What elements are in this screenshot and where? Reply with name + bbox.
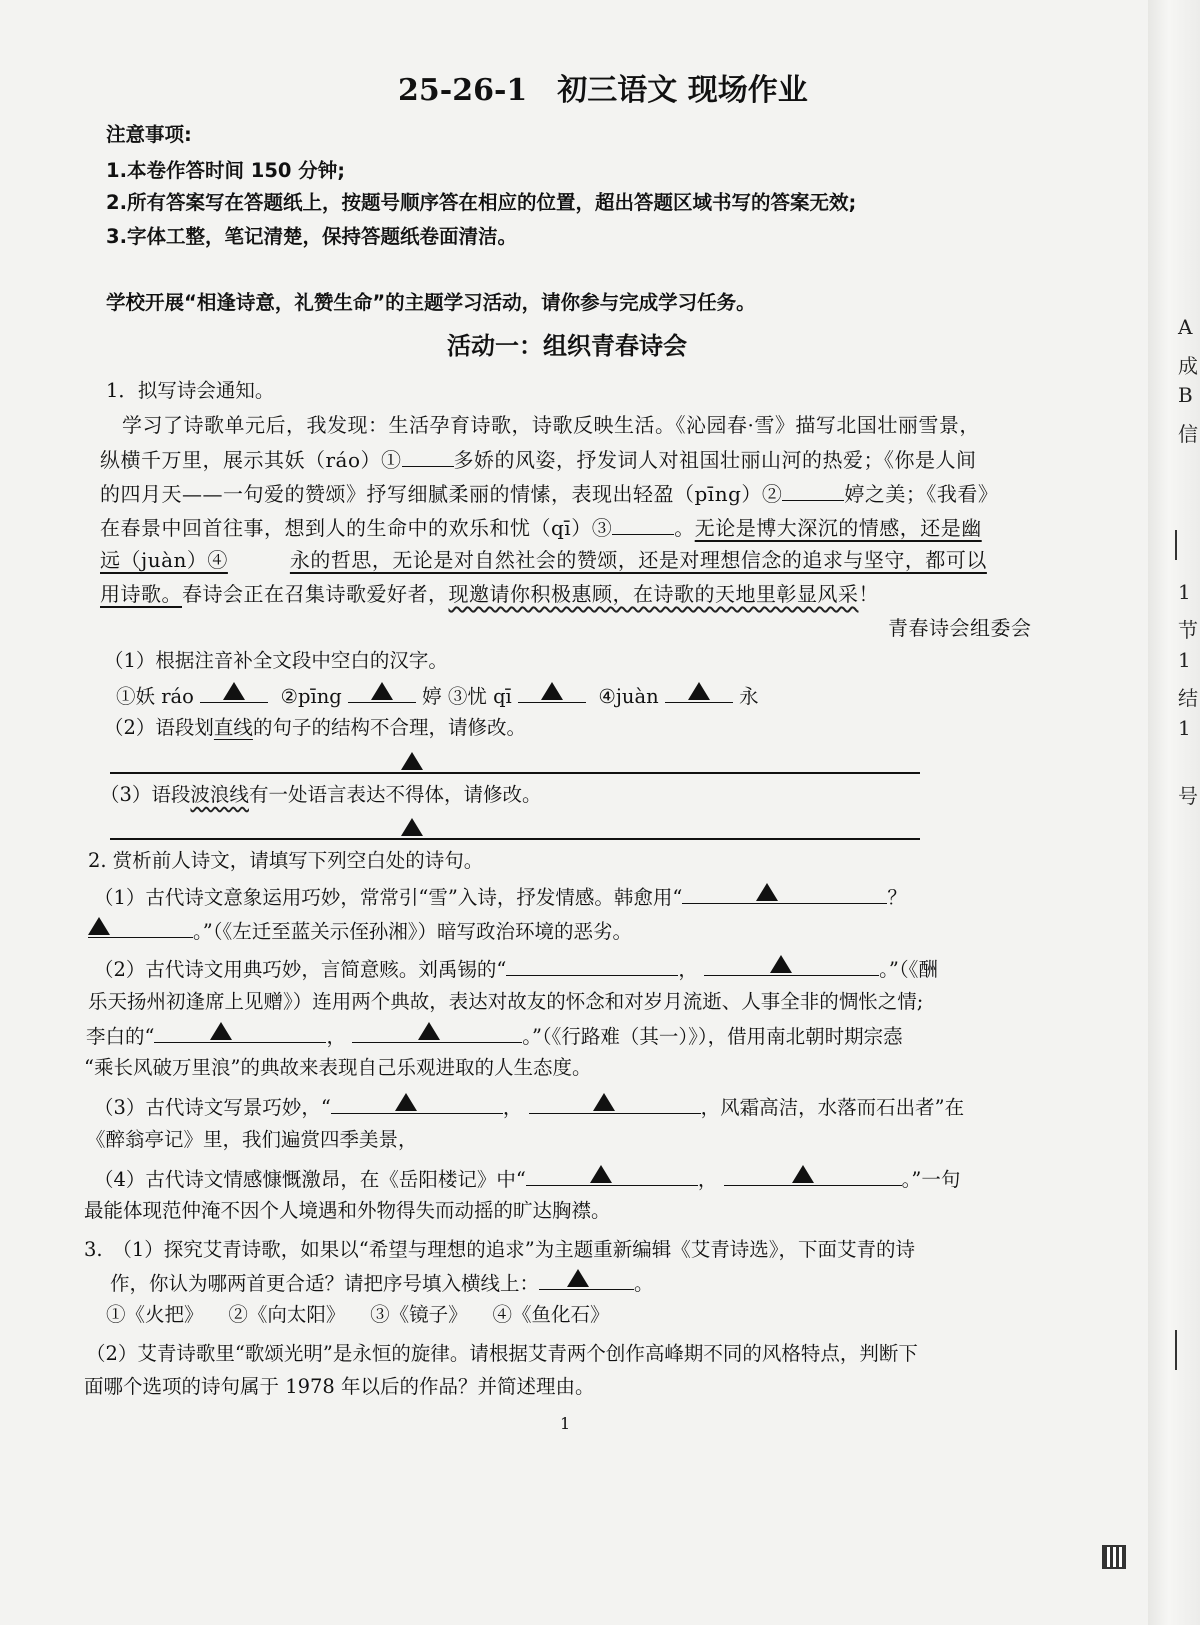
option-item: ③《镜子》 [370, 1303, 468, 1326]
passage-text: 春诗会正在召集诗歌爱好者， [182, 582, 449, 606]
pinyin-prompt: ①妖 ráo [116, 685, 194, 708]
triangle-marker-icon [593, 1093, 615, 1111]
intro-text: 学校开展“相逢诗意，礼赞生命”的主题学习活动，请你参与完成学习任务。 [106, 291, 756, 314]
triangle-marker-icon [223, 682, 245, 700]
answer-blank[interactable] [348, 682, 416, 703]
q2-text: ， [697, 1168, 718, 1191]
q1-stem: 1．拟写诗会通知。 [106, 379, 275, 402]
answer-line[interactable] [110, 772, 920, 774]
answer-line[interactable] [110, 838, 920, 840]
triangle-marker-icon [770, 955, 792, 973]
triangle-marker-icon [401, 752, 423, 770]
passage-line [100, 446, 977, 473]
q2-stem: 2. 赏析前人诗文，请填写下列空白处的诗句。 [88, 849, 484, 872]
passage-text: 在春景中回首往事，想到人的生命中的欢乐和忧（qī）③ [100, 516, 613, 540]
passage-blank [228, 547, 290, 573]
passage-blank [782, 480, 844, 501]
q1-sub1: （1）根据注音补全文段中空白的汉字。 [104, 649, 448, 672]
adjacent-page-edge [1148, 0, 1200, 1625]
q1-sub2 [104, 715, 526, 741]
answer-blank[interactable] [352, 1022, 522, 1043]
q2-line: 最能体现范仲淹不因个人境遇和外物得失而动摇的旷达胸襟。 [84, 1199, 611, 1222]
q2-text: ，风霜高洁，水落而石出者”在 [700, 1096, 965, 1119]
q3-line [110, 1269, 654, 1297]
sub2-marked: 直线 [213, 716, 253, 739]
triangle-marker-icon [541, 682, 563, 700]
answer-blank[interactable] [88, 917, 193, 938]
triangle-marker-icon [401, 818, 423, 836]
pinyin-prompt: ④juàn [598, 685, 659, 708]
triangle-marker-icon [418, 1022, 440, 1040]
signature: 青春诗会组委会 [888, 616, 1032, 640]
q2-line [88, 917, 632, 945]
answer-blank[interactable] [539, 1269, 634, 1290]
q2-line [94, 883, 907, 911]
exam-title: 25-26-1 初三语文 现场作业 [398, 73, 808, 108]
passage-text: 多娇的风姿，抒发词人对祖国壮丽山河的热爱；《你是人间 [453, 448, 977, 472]
note-item: 1.本卷作答时间 150 分钟; [106, 159, 346, 182]
answer-blank[interactable] [331, 1093, 503, 1114]
q2-text: （4）古代诗文情感慷慨激昂，在《岳阳楼记》中“ [94, 1168, 526, 1191]
pinyin-prompt: 永 [739, 685, 759, 708]
q3-line: 3. （1）探究艾青诗歌，如果以“希望与理想的追求”为主题重新编辑《艾青诗选》，下面艾青的诗 [84, 1238, 915, 1261]
answer-blank[interactable] [724, 1165, 902, 1186]
q2-text: ， [326, 1025, 346, 1048]
edge-char: 节 [1178, 618, 1198, 642]
passage-text: 。 [674, 516, 695, 540]
passage-line: 学习了诗歌单元后，我发现：生活孕育诗歌，诗歌反映生活。《沁园春·雪》描写北国壮丽雪景， [122, 413, 980, 437]
triangle-marker-icon [210, 1022, 232, 1040]
triangle-marker-icon [395, 1093, 417, 1111]
answer-blank[interactable] [704, 955, 879, 976]
sub2-text: 的句子的结构不合理，请修改。 [252, 716, 526, 739]
note-item: 2.所有答案写在答题纸上，按题号顺序答在相应的位置，超出答题区域书写的答案无效; [106, 191, 857, 214]
q2-text: 李白的“ [86, 1025, 155, 1048]
triangle-marker-icon [88, 917, 110, 935]
edge-rule [1175, 1330, 1177, 1370]
edge-char: A [1178, 315, 1193, 339]
q1-sub1-blanks [116, 682, 759, 710]
q2-text: 。”（《酬 [879, 958, 938, 981]
q2-text: （2）古代诗文用典巧妙，言简意赅。刘禹锡的“ [94, 958, 507, 981]
edge-char: 1 [1178, 580, 1191, 604]
triangle-marker-icon [567, 1269, 589, 1287]
answer-blank[interactable] [518, 682, 586, 703]
q2-text: （1）古代诗文意象运用巧妙，常常引“雪”入诗，抒发情感。韩愈用“ [94, 886, 683, 909]
q2-line [94, 1165, 960, 1193]
passage-line [100, 547, 987, 573]
q2-text: 。”一句 [901, 1168, 961, 1191]
sub2-text: （2）语段划 [104, 716, 214, 739]
triangle-marker-icon [756, 883, 778, 901]
qr-code-icon [1102, 1545, 1126, 1569]
sub3-text: 有一处语言表达不得体，请修改。 [248, 783, 542, 806]
note-item: 3.字体工整，笔记清楚，保持答题纸卷面清洁。 [106, 225, 517, 248]
option-item: ④《鱼化石》 [492, 1303, 610, 1326]
edge-char: B [1178, 383, 1193, 407]
q2-text: ， [502, 1096, 523, 1119]
underlined-sentence: 远（juàn）④ [100, 548, 228, 572]
q2-text: ？ [887, 886, 907, 909]
answer-blank[interactable] [154, 1022, 326, 1043]
q2-line [86, 1022, 903, 1050]
underlined-sentence: 永的哲思，无论是对自然社会的赞颂，还是对理想信念的追求与坚守，都可以 [289, 548, 987, 572]
q1-sub3 [100, 782, 541, 808]
answer-blank[interactable] [529, 1093, 701, 1114]
triangle-marker-icon [688, 682, 710, 700]
passage-line [100, 480, 998, 507]
triangle-marker-icon [590, 1165, 612, 1183]
answer-blank[interactable] [526, 1165, 698, 1186]
passage-text: 的四月天——一句爱的赞颂》抒写细腻柔丽的情愫，表现出轻盈（pīng）② [100, 482, 783, 506]
q3-line: （2）艾青诗歌里“歌颂光明”是永恒的旋律。请根据艾青两个创作高峰期不同的风格特点，判断下 [86, 1342, 918, 1365]
wavy-sentence: 现邀请你积极惠顾，在诗歌的天地里彰显风采 [448, 582, 859, 606]
answer-blank[interactable] [665, 682, 733, 703]
triangle-marker-icon [371, 682, 393, 700]
edge-char: 成 [1178, 354, 1198, 378]
q2-text: 。”（《左迁至蓝关示侄孙湘》）暗写政治环境的恶劣。 [193, 920, 632, 943]
passage-text: 纵横千万里，展示其妖（ráo）① [100, 448, 402, 472]
q3-text: 作，你认为哪两首更合适？请把序号填入横线上： [110, 1272, 540, 1295]
q3-text: 。 [634, 1272, 654, 1295]
edge-char: 1 [1178, 716, 1191, 740]
passage-blank [612, 514, 674, 535]
sub3-text: （3）语段 [100, 783, 191, 806]
pinyin-prompt: 婷 [422, 685, 442, 708]
answer-blank[interactable] [200, 682, 268, 703]
answer-blank[interactable] [682, 883, 887, 904]
pinyin-prompt: ③忧 qī [447, 685, 512, 708]
q3-options [106, 1302, 609, 1328]
notes-heading: 注意事项: [106, 123, 192, 146]
q2-line [94, 955, 938, 983]
passage-line [100, 514, 982, 541]
triangle-marker-icon [792, 1165, 814, 1183]
passage-text: 婷之美；《我看》 [844, 482, 999, 506]
underlined-sentence: 用诗歌。 [100, 582, 182, 606]
pinyin-prompt: ②pīng [280, 685, 342, 708]
q2-text: 。”（《行路难（其一）》），借用南北朝时期宗悫 [522, 1025, 903, 1048]
option-item: ①《火把》 [106, 1303, 204, 1326]
edge-char: 1 [1178, 648, 1191, 672]
activity-heading: 活动一：组织青春诗会 [447, 332, 687, 360]
q2-text: ， [678, 958, 698, 981]
answer-blank[interactable] [506, 955, 678, 976]
edge-char: 号 [1178, 784, 1198, 808]
q2-line [94, 1093, 964, 1121]
page-number: 1 [560, 1414, 571, 1433]
edge-char: 结 [1178, 686, 1198, 710]
q2-line: 《醉翁亭记》里，我们遍赏四季美景， [86, 1128, 418, 1151]
underlined-sentence: 无论是博大深沉的情感，还是幽 [694, 516, 982, 540]
option-item: ②《向太阳》 [228, 1303, 346, 1326]
q2-line: “乘长风破万里浪”的典故来表现自己乐观进取的人生态度。 [84, 1056, 592, 1079]
q2-text: （3）古代诗文写景巧妙，“ [94, 1096, 331, 1119]
edge-char: 信 [1178, 422, 1198, 446]
passage-line [100, 581, 879, 607]
passage-text: ！ [858, 582, 879, 606]
q2-line: 乐天扬州初逢席上见赠》）连用两个典故，表达对故友的怀念和对岁月流逝、人事全非的惆怅之情; [88, 990, 924, 1013]
edge-rule [1175, 530, 1177, 560]
q3-line: 面哪个选项的诗句属于 1978 年以后的作品？并简述理由。 [84, 1375, 595, 1398]
sub3-marked: 波浪线 [190, 783, 249, 806]
passage-blank [402, 446, 454, 467]
